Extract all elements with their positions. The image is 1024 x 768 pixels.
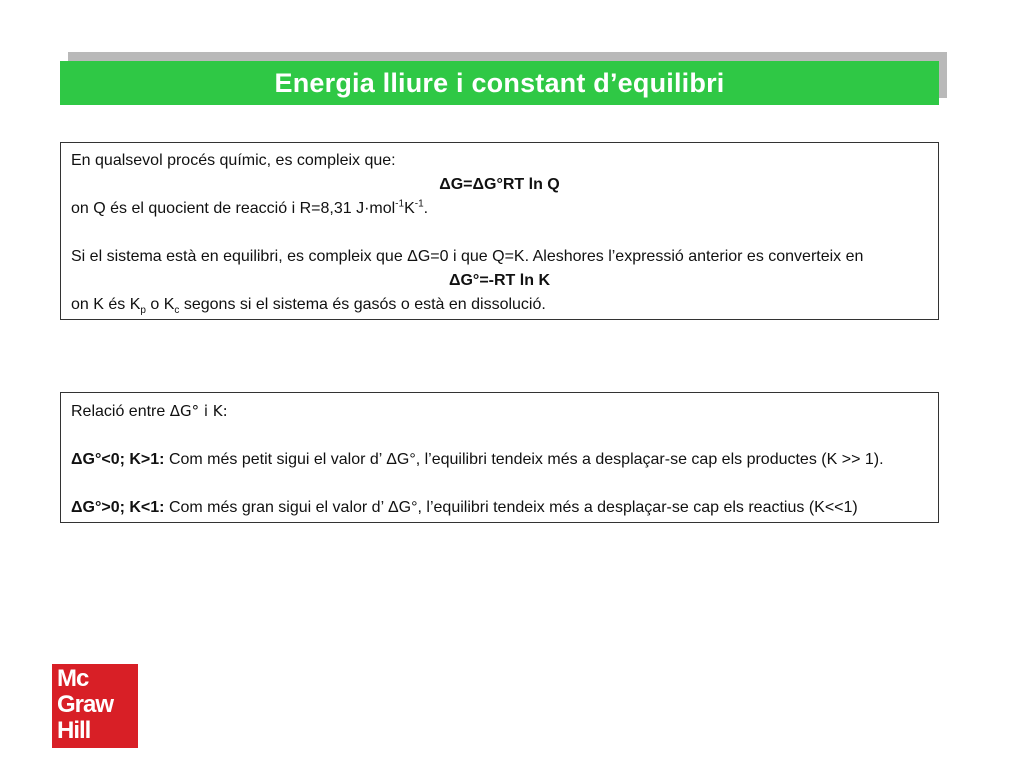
relation-item-negative: ΔG°<0; K>1: Com més petit sigui el valor d’ ΔG°, l’equilibri tendeix més a desplaçar-se cap els productes (K >> 1). <box>71 451 884 468</box>
equation-1: ΔG=ΔG°RT ln Q <box>439 176 560 193</box>
equation-2: ΔG°=-RT ln K <box>448 272 550 289</box>
relation-item-positive: ΔG°>0; K<1: Com més gran sigui el valor d’ ΔG°, l’equilibri tendeix més a desplaçar-se cap els reactius (K<<1) <box>71 499 858 516</box>
page-title: Energia lliure i constant d’equilibri <box>274 67 725 98</box>
equation-box <box>60 142 939 320</box>
equilibrium-text: Si el sistema està en equilibri, es compleix que ΔG=0 i que Q=K. Aleshores l’expressió anterior es converteix en <box>71 248 864 265</box>
title-bar <box>60 61 939 105</box>
relation-box <box>60 392 939 523</box>
k-definition-text: on K és $K_p$ o $K_c$ segons si el sistema és gasós o està en dissolució. <box>71 296 546 317</box>
mcgraw-hill-logo: Mc Graw Hill <box>52 664 138 748</box>
relation-heading: Relació entre ΔG° i K: <box>71 402 228 420</box>
definition-text: on Q és el quocient de reacció i R=8,31 $J\cdot mol^{-1}K^{-1}$. <box>71 198 429 217</box>
intro-text: En qualsevol procés químic, es compleix que: <box>71 152 396 169</box>
